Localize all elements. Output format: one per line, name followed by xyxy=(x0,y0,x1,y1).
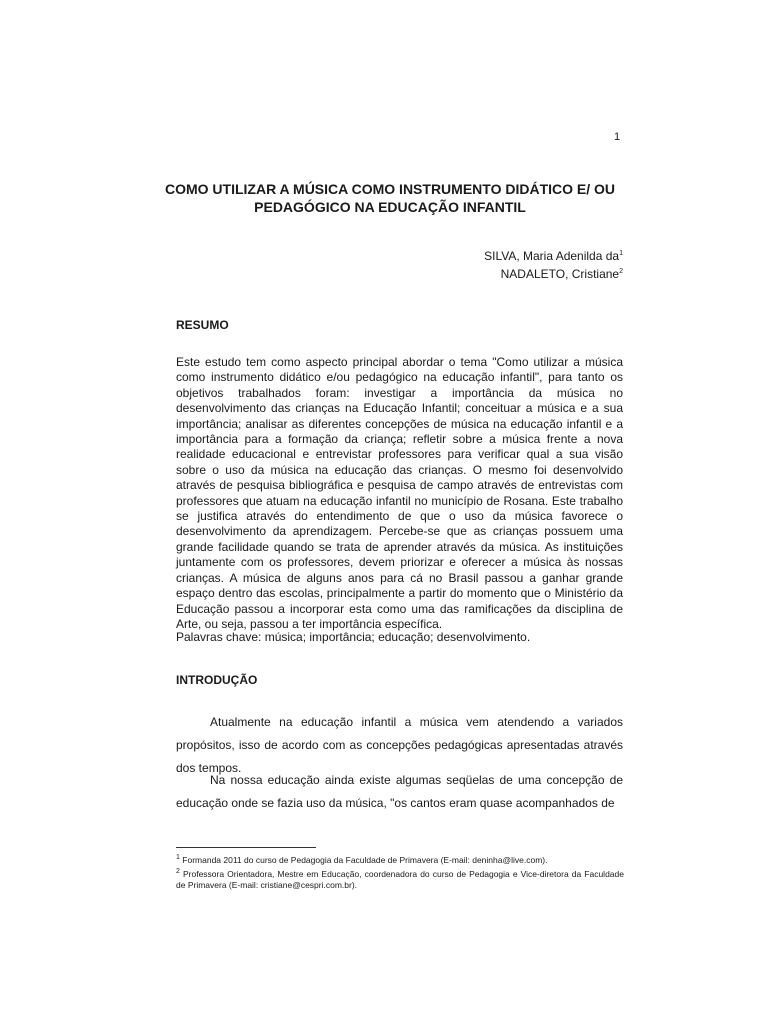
introduction-heading: INTRODUÇÃO xyxy=(176,673,258,687)
abstract-text: Este estudo tem como aspecto principal abordar o tema "Como utilizar a música como instrumento didático e/ou pedagógico na educação infantil", para tanto os objetivos trabalhados foram: investigar a importância da música no desenvolvimento das crianças na Educação Infantil; conceituar a música e a sua importância; analisar as diferentes concepções de música na educação infantil e a importância para a formação da criança; refletir sobre a música frente a nova realidade educacional e entrevistar professores para verificar qual a sua visão sobre o uso da música na educação das crianças. O mesmo foi desenvolvido através de pesquisa bibliográfica e pesquisa de campo através de entrevistas com professores que atuam na educação infantil no município de Rosana. Este trabalho se justifica através do entendimento de que o uso da música favorece o desenvolvimento da aprendizagem. Percebe-se que as crianças possuem uma grande facilidade quando se trata de aprender através da música. As instituições juntamente com os professores, devem priorizar e oferecer a música às nossas crianças. A música de alguns anos para cá no Brasil passou a ganhar grande espaço dentro das escolas, principalmente a partir do momento que o Ministério da Educação passou a incorporar esta como uma das ramificações da disciplina de Arte, ou seja, passou a ter importância específica. xyxy=(176,355,623,631)
footnote-number: 1 xyxy=(176,854,180,861)
page-number: 1 xyxy=(614,131,621,143)
author-name: NADALETO, Cristiane xyxy=(500,267,620,281)
abstract-heading: RESUMO xyxy=(176,318,229,332)
footnote-text: Professora Orientadora, Mestre em Educação, coordenadora do curso de Pedagogia e Vice-diretora da Faculdade de Primavera (E-mail: cristiane@cespri.com.br). xyxy=(176,868,624,890)
footnote-text: Formanda 2011 do curso de Pedagogia da Faculdade de Primavera (E-mail: deninha@live.com). xyxy=(182,854,548,865)
keywords: Palavras chave: música; importância; educação; desenvolvimento. xyxy=(176,630,531,644)
footnote-marker: 1 xyxy=(619,250,623,257)
author-list xyxy=(484,246,623,282)
footnote-number: 2 xyxy=(176,868,180,875)
author-line xyxy=(484,264,623,282)
author-name: SILVA, Maria Adenilda da xyxy=(484,249,620,263)
footnote-divider xyxy=(176,847,316,848)
body-paragraph: Na nossa educação ainda existe algumas seqüelas de uma concepção de educação onde se fazia uso da música, "os cantos eram quase acompanhados de xyxy=(176,773,623,811)
footnote xyxy=(176,866,624,891)
paper-title: COMO UTILIZAR A MÚSICA COMO INSTRUMENTO DIDÁTICO E/ OU PEDAGÓGICO NA EDUCAÇÃO INFANTIL xyxy=(164,181,616,215)
footnote xyxy=(176,852,624,866)
body-paragraph: Atualmente na educação infantil a música vem atendendo a variados propósitos, isso de acordo com as concepções pedagógicas apresentadas através dos tempos. xyxy=(176,715,623,776)
footnote-marker: 2 xyxy=(619,268,623,275)
author-line xyxy=(484,246,623,264)
